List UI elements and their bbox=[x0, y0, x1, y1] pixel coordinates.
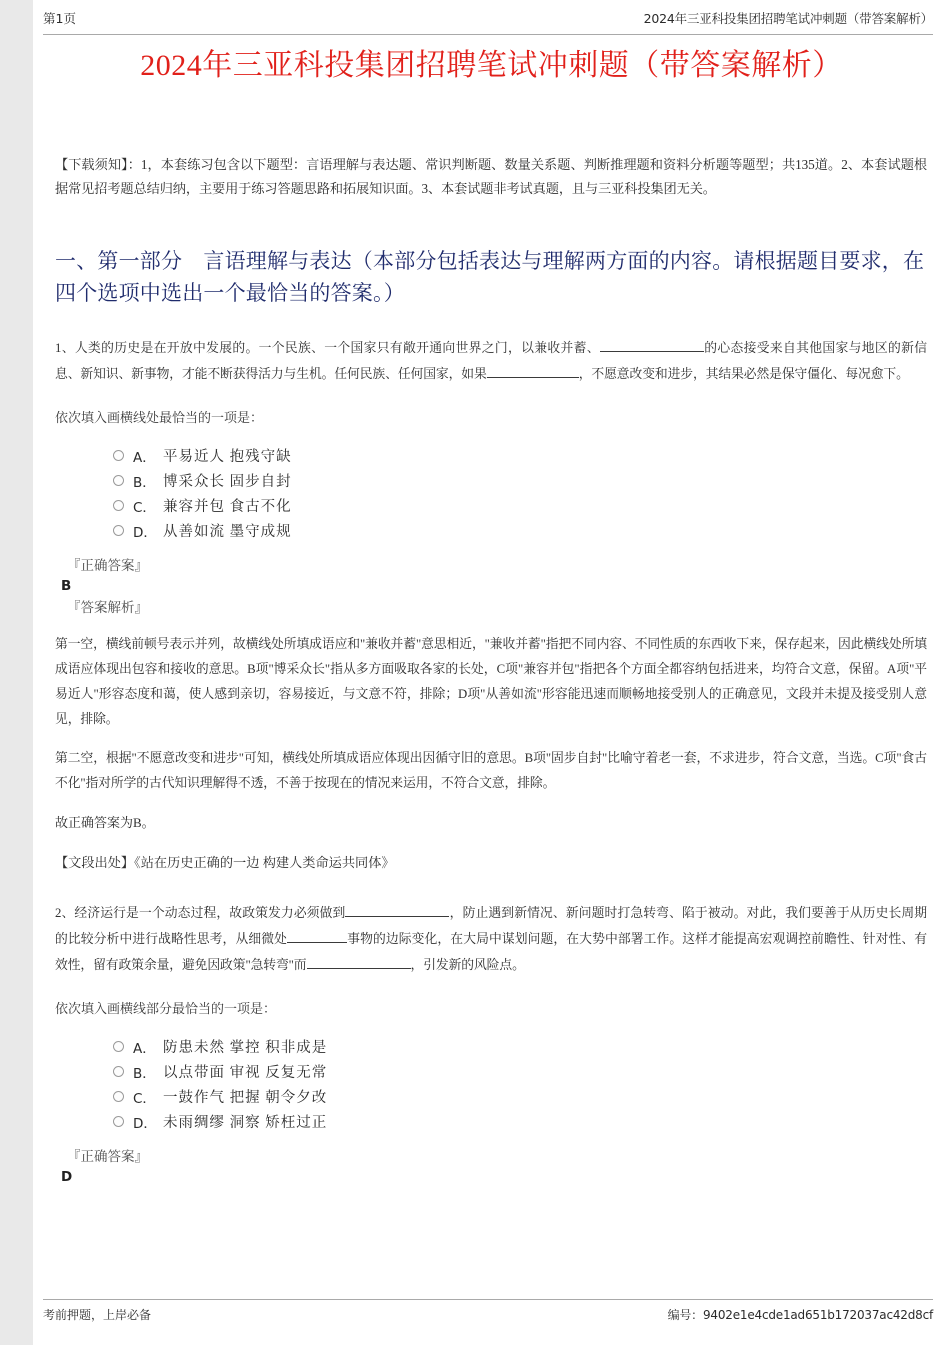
footer-id-label: 编号： bbox=[667, 1308, 703, 1322]
radio-icon[interactable] bbox=[113, 1091, 124, 1102]
option-letter: C． bbox=[133, 499, 156, 516]
document-page bbox=[33, 0, 950, 1345]
question-2-number: 2、 bbox=[55, 906, 75, 921]
question-2-prompt: 依次填入画横线部分最恰当的一项是： bbox=[55, 1001, 277, 1017]
option-letter: A． bbox=[133, 449, 156, 466]
source-text: 《站在历史正确的一边 构建人类命运共同体》 bbox=[134, 855, 395, 871]
question-1-stem-part1: 人类的历史是在开放中发展的。一个民族、一个国家只有敞开通向世界之门，以兼收并蓄、 bbox=[74, 341, 600, 356]
question-1-stem-part3: ，不愿意改变和进步，其结果必然是保守僵化、每况愈下。 bbox=[578, 367, 909, 382]
question-1-analysis-paragraph-2: 第二空，根据"不愿意改变和进步"可知，横线处所填成语应体现出因循守旧的意思。B项"固步自封"比喻守着老一套，不求进步，符合文意，当选。C项"食古不化"指对所学的古代知识理解得不透，不善于按现在的情况来运用，不符合文意，排除。 bbox=[55, 751, 927, 791]
option-2-d[interactable] bbox=[113, 1109, 927, 1134]
footer-document-id bbox=[668, 1306, 933, 1323]
question-1-answer-label: 『正确答案』 bbox=[67, 558, 148, 574]
question-1-options bbox=[55, 443, 927, 543]
question-1-stem bbox=[55, 335, 927, 387]
option-text: 博采众长 固步自封 bbox=[163, 474, 292, 491]
option-text: 未雨绸缪 洞察 矫枉过正 bbox=[163, 1115, 328, 1132]
option-text: 一鼓作气 把握 朝令夕改 bbox=[163, 1090, 328, 1107]
option-text: 从善如流 墨守成规 bbox=[163, 524, 292, 541]
section-heading: 一、第一部分 言语理解与表达（本部分包括表达与理解两方面的内容。请根据题目要求，在四个选项中选出一个最恰当的答案。） bbox=[55, 249, 925, 306]
question-2-answer-label: 『正确答案』 bbox=[67, 1149, 148, 1165]
radio-icon[interactable] bbox=[113, 1116, 124, 1127]
question-2-stem-part4: ，引发新的风险点。 bbox=[410, 958, 525, 973]
option-letter: D． bbox=[133, 524, 157, 541]
page-title: 2024年三亚科投集团招聘笔试冲刺题（带答案解析） bbox=[140, 49, 843, 82]
question-1-blank-2 bbox=[487, 377, 579, 378]
radio-icon[interactable] bbox=[113, 475, 124, 486]
viewer-gutter bbox=[0, 0, 34, 1345]
question-2-stem-part3: 事物的边际变化，在大局中谋划问题，在大势中部署工作。这样才能提高宏观调控前瞻性、针对性、有效性，留有政策余量，避免因政策"急转弯"而 bbox=[55, 932, 927, 973]
question-1-conclusion: 故正确答案为B。 bbox=[55, 815, 155, 831]
document-body bbox=[55, 140, 927, 1188]
source-label: 【文段出处】 bbox=[55, 855, 135, 871]
question-1-answer-value: B bbox=[61, 578, 72, 595]
option-text: 以点带面 审视 反复无常 bbox=[163, 1065, 328, 1082]
question-1-analysis-label: 『答案解析』 bbox=[67, 600, 148, 616]
question-1-stem-part2: 的心态接受来自其他国家与地区的新信息、新知识、新事物，才能不断获得活力与生机。任何民族、任何国家，如果 bbox=[55, 341, 927, 382]
option-text: 兼容并包 食古不化 bbox=[163, 499, 292, 516]
option-1-c[interactable] bbox=[113, 493, 927, 518]
option-2-b[interactable] bbox=[113, 1059, 927, 1084]
radio-icon[interactable] bbox=[113, 500, 124, 511]
question-1-source bbox=[55, 852, 927, 874]
radio-icon[interactable] bbox=[113, 1041, 124, 1052]
option-letter: B． bbox=[133, 1065, 156, 1082]
running-header bbox=[43, 10, 933, 35]
question-2-stem-part2: ，防止遇到新情况、新问题时打急转弯、陷于被动。对此，我们要善于从历史长周期的比较分析中进行战略性思考，从细微处 bbox=[55, 906, 927, 947]
question-2-answer-value: D bbox=[61, 1169, 73, 1186]
option-letter: B． bbox=[133, 474, 156, 491]
running-header-title: 2024年三亚科投集团招聘笔试冲刺题（带答案解析） bbox=[643, 11, 933, 26]
question-1-blank-1 bbox=[600, 351, 704, 352]
option-2-a[interactable] bbox=[113, 1034, 927, 1059]
option-1-a[interactable] bbox=[113, 443, 927, 468]
question-2-blank-3 bbox=[307, 968, 411, 969]
question-2-stem-part1: 经济运行是一个动态过程，故政策发力必须做到 bbox=[74, 906, 346, 921]
question-2-stem bbox=[55, 900, 927, 978]
option-1-d[interactable] bbox=[113, 518, 927, 543]
radio-icon[interactable] bbox=[113, 525, 124, 536]
question-2-blank-2 bbox=[287, 942, 347, 943]
option-text: 平易近人 抱残守缺 bbox=[163, 449, 292, 466]
question-1-analysis-paragraph-1: 第一空，横线前顿号表示并列，故横线处所填成语应和"兼收并蓄"意思相近，"兼收并蓄"指把不同内容、不同性质的东西收下来，保存起来，因此横线处所填成语应体现出包容和接收的意思。B项"博采众长"指从多方面吸取各家的长处，C项"兼容并包"指把各个方面全都容纳包括进来，均符合文意，保留。A项"平易近人"形容态度和蔼，使人感到亲切，容易接近，与文意不符，排除；D项"从善如流"形容能迅速而顺畅地接受别人的正确意见，文段并未提及接受别人意见，排除。 bbox=[55, 637, 927, 727]
question-2-blank-1 bbox=[345, 916, 449, 917]
option-text: 防患未然 掌控 积非成是 bbox=[163, 1040, 328, 1057]
option-letter: D． bbox=[133, 1115, 157, 1132]
page-marker: 第1页 bbox=[43, 11, 76, 26]
radio-icon[interactable] bbox=[113, 450, 124, 461]
option-letter: C． bbox=[133, 1090, 156, 1107]
option-letter: A． bbox=[133, 1040, 156, 1057]
download-notice: 【下载须知】：1，本套练习包含以下题型：言语理解与表达题、常识判断题、数量关系题、判断推理题和资料分析题等题型；共135道。2、本套试题根据常见招考题总结归纳，主要用于练习答题思路和拓展知识面。3、本套试题非考试真题，且与三亚科投集团无关。 bbox=[55, 157, 927, 197]
question-1-prompt: 依次填入画横线处最恰当的一项是： bbox=[55, 410, 264, 426]
running-footer bbox=[43, 1299, 933, 1323]
option-1-b[interactable] bbox=[113, 468, 927, 493]
radio-icon[interactable] bbox=[113, 1066, 124, 1077]
option-2-c[interactable] bbox=[113, 1084, 927, 1109]
question-1-number: 1、 bbox=[55, 341, 75, 356]
footer-id-value: 9402e1e4cde1ad651b172037ac42d8cf bbox=[702, 1308, 933, 1322]
question-2-options bbox=[55, 1034, 927, 1134]
footer-slogan: 考前押题，上岸必备 bbox=[43, 1308, 152, 1322]
